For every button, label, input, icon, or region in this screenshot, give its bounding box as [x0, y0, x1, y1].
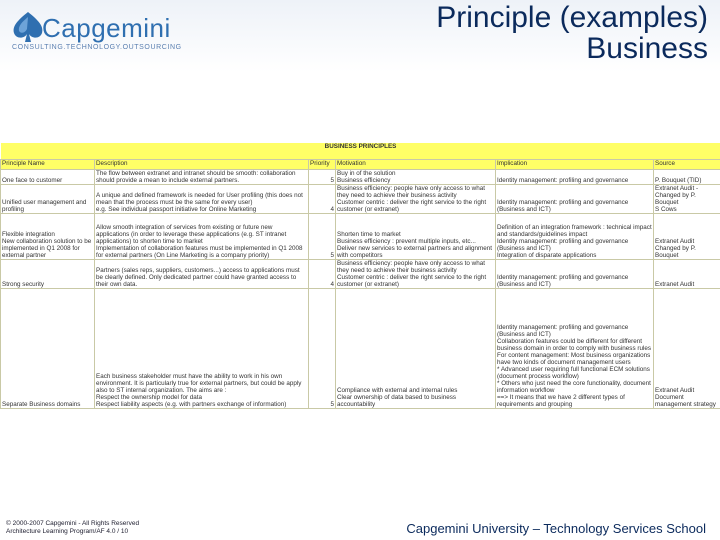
table-row: [1, 289, 720, 409]
cell-source: Extranet Audit Changed by P. Bouquet: [654, 214, 720, 260]
capgemini-spade-logo-icon: [10, 10, 46, 44]
header-priority: Priority: [309, 160, 336, 170]
cell-motivation: Shorten time to market Business efficiency : prevent multiple inputs, etc... Deliver new services to external partners and alignment with competitors: [336, 214, 496, 260]
footer-school: Capgemini University – Technology Services School: [406, 521, 706, 536]
header-source: Source: [654, 160, 720, 170]
cell-motivation: Business efficiency: people have only access to what they need to achieve their business activity Customer centric : deliver the right service to the right customer (or extranet): [336, 260, 496, 289]
cell-motivation: Business efficiency: people have only access to what they need to achieve their business activity Customer centric : deliver the right service to the right customer (or extranet): [336, 185, 496, 214]
brand-name: Capgemini: [42, 13, 171, 43]
cell-name: One face to customer: [1, 170, 95, 185]
cell-source: P. Bouquet (TID): [654, 170, 720, 185]
cell-source: Extranet Audit Document management strategy: [654, 289, 720, 409]
header-motivation: Motivation: [336, 160, 496, 170]
footer-program: Architecture Learning Program/AF 4.0 / 10: [6, 528, 129, 535]
cell-source: Extranet Audit: [654, 260, 720, 289]
slide-title-line1: Principle (examples): [436, 1, 708, 34]
header-principle-name: Principle Name: [1, 160, 95, 170]
cell-source: Extranet Audit - Changed by P. Bouquet S Cows: [654, 185, 720, 214]
cell-priority: 5: [309, 214, 336, 260]
brand-tagline: CONSULTING.TECHNOLOGY.OUTSOURCING: [12, 44, 182, 51]
cell-name: Strong security: [1, 260, 95, 289]
table-banner: BUSINESS PRINCIPLES: [1, 143, 720, 160]
footer-copyright: © 2000-2007 Capgemini - All Rights Reserved: [6, 520, 140, 527]
table-header-row: [1, 160, 720, 170]
cell-name: Separate Business domains: [1, 289, 95, 409]
cell-name: Flexible integration New collaboration solution to be implemented in Q1 2008 for external partner: [1, 214, 95, 260]
cell-description: Partners (sales reps, suppliers, customers...) access to applications must be clearly defined. Only dedicated partner could have granted access to their own data.: [95, 260, 309, 289]
cell-implication: Identity management: profiling and governance (Business and ICT): [496, 260, 654, 289]
cell-implication: Identity management: profiling and governance: [496, 170, 654, 185]
cell-description: Each business stakeholder must have the ability to work in his own environment. It is particularly true for external partners, but could be apply also to ST internal organization. The aims are : Respect the ownership model for data Respect liability aspects (e.g. with partners exchange of information): [95, 289, 309, 409]
cell-motivation: Buy in of the solution Business efficiency: [336, 170, 496, 185]
cell-description: The flow between extranet and intranet should be smooth: collaboration should provide a mean to include external partners.: [95, 170, 309, 185]
business-principles-table: [0, 143, 720, 409]
table-row: [1, 260, 720, 289]
footer-copyright-block: [6, 520, 139, 536]
cell-implication: Identity management: profiling and governance (Business and ICT) Collaboration features could be different for different business domain in order to comply with business rules For content management: Most business organizations have two kinds of document management users * Advanced user requiring full functional ECM solutions (document process workflow) * Others who just need the core functionality, document information workflow ==> It means that we have 2 different types of requirements and grouping: [496, 289, 654, 409]
cell-priority: 4: [309, 260, 336, 289]
cell-priority: 5: [309, 289, 336, 409]
slide-header: [0, 0, 720, 72]
cell-description: A unique and defined framework is needed for User profiling (this does not mean that the process must be the same for every user) e.g. See individual passport initiative for Online Marketing: [95, 185, 309, 214]
cell-motivation: Compliance with external and internal rules Clear ownership of data based to business accountability: [336, 289, 496, 409]
cell-priority: 5: [309, 170, 336, 185]
cell-name: Unified user management and profiling: [1, 185, 95, 214]
header-implication: Implication: [496, 160, 654, 170]
cell-implication: Identity management: profiling and governance (Business and ICT): [496, 185, 654, 214]
slide-title: [436, 2, 708, 64]
table-row: [1, 185, 720, 214]
slide-title-line2: Business: [586, 32, 708, 65]
table-row: [1, 214, 720, 260]
table-row: [1, 170, 720, 185]
cell-priority: 4: [309, 185, 336, 214]
cell-description: Allow smooth integration of services from existing or future new applications (in order to leverage these applications (e.g. ST intranet applications) to shorten time to market Implementation of collaboration features must be implemented in Q1 2008 for external partners (On Line Marketing is a company priority): [95, 214, 309, 260]
cell-implication: Definition of an integration framework : technical impact and standards/guidelines impact Identity management: profiling and governance (Business and ICT) Integration of disparate applications: [496, 214, 654, 260]
header-description: Description: [95, 160, 309, 170]
